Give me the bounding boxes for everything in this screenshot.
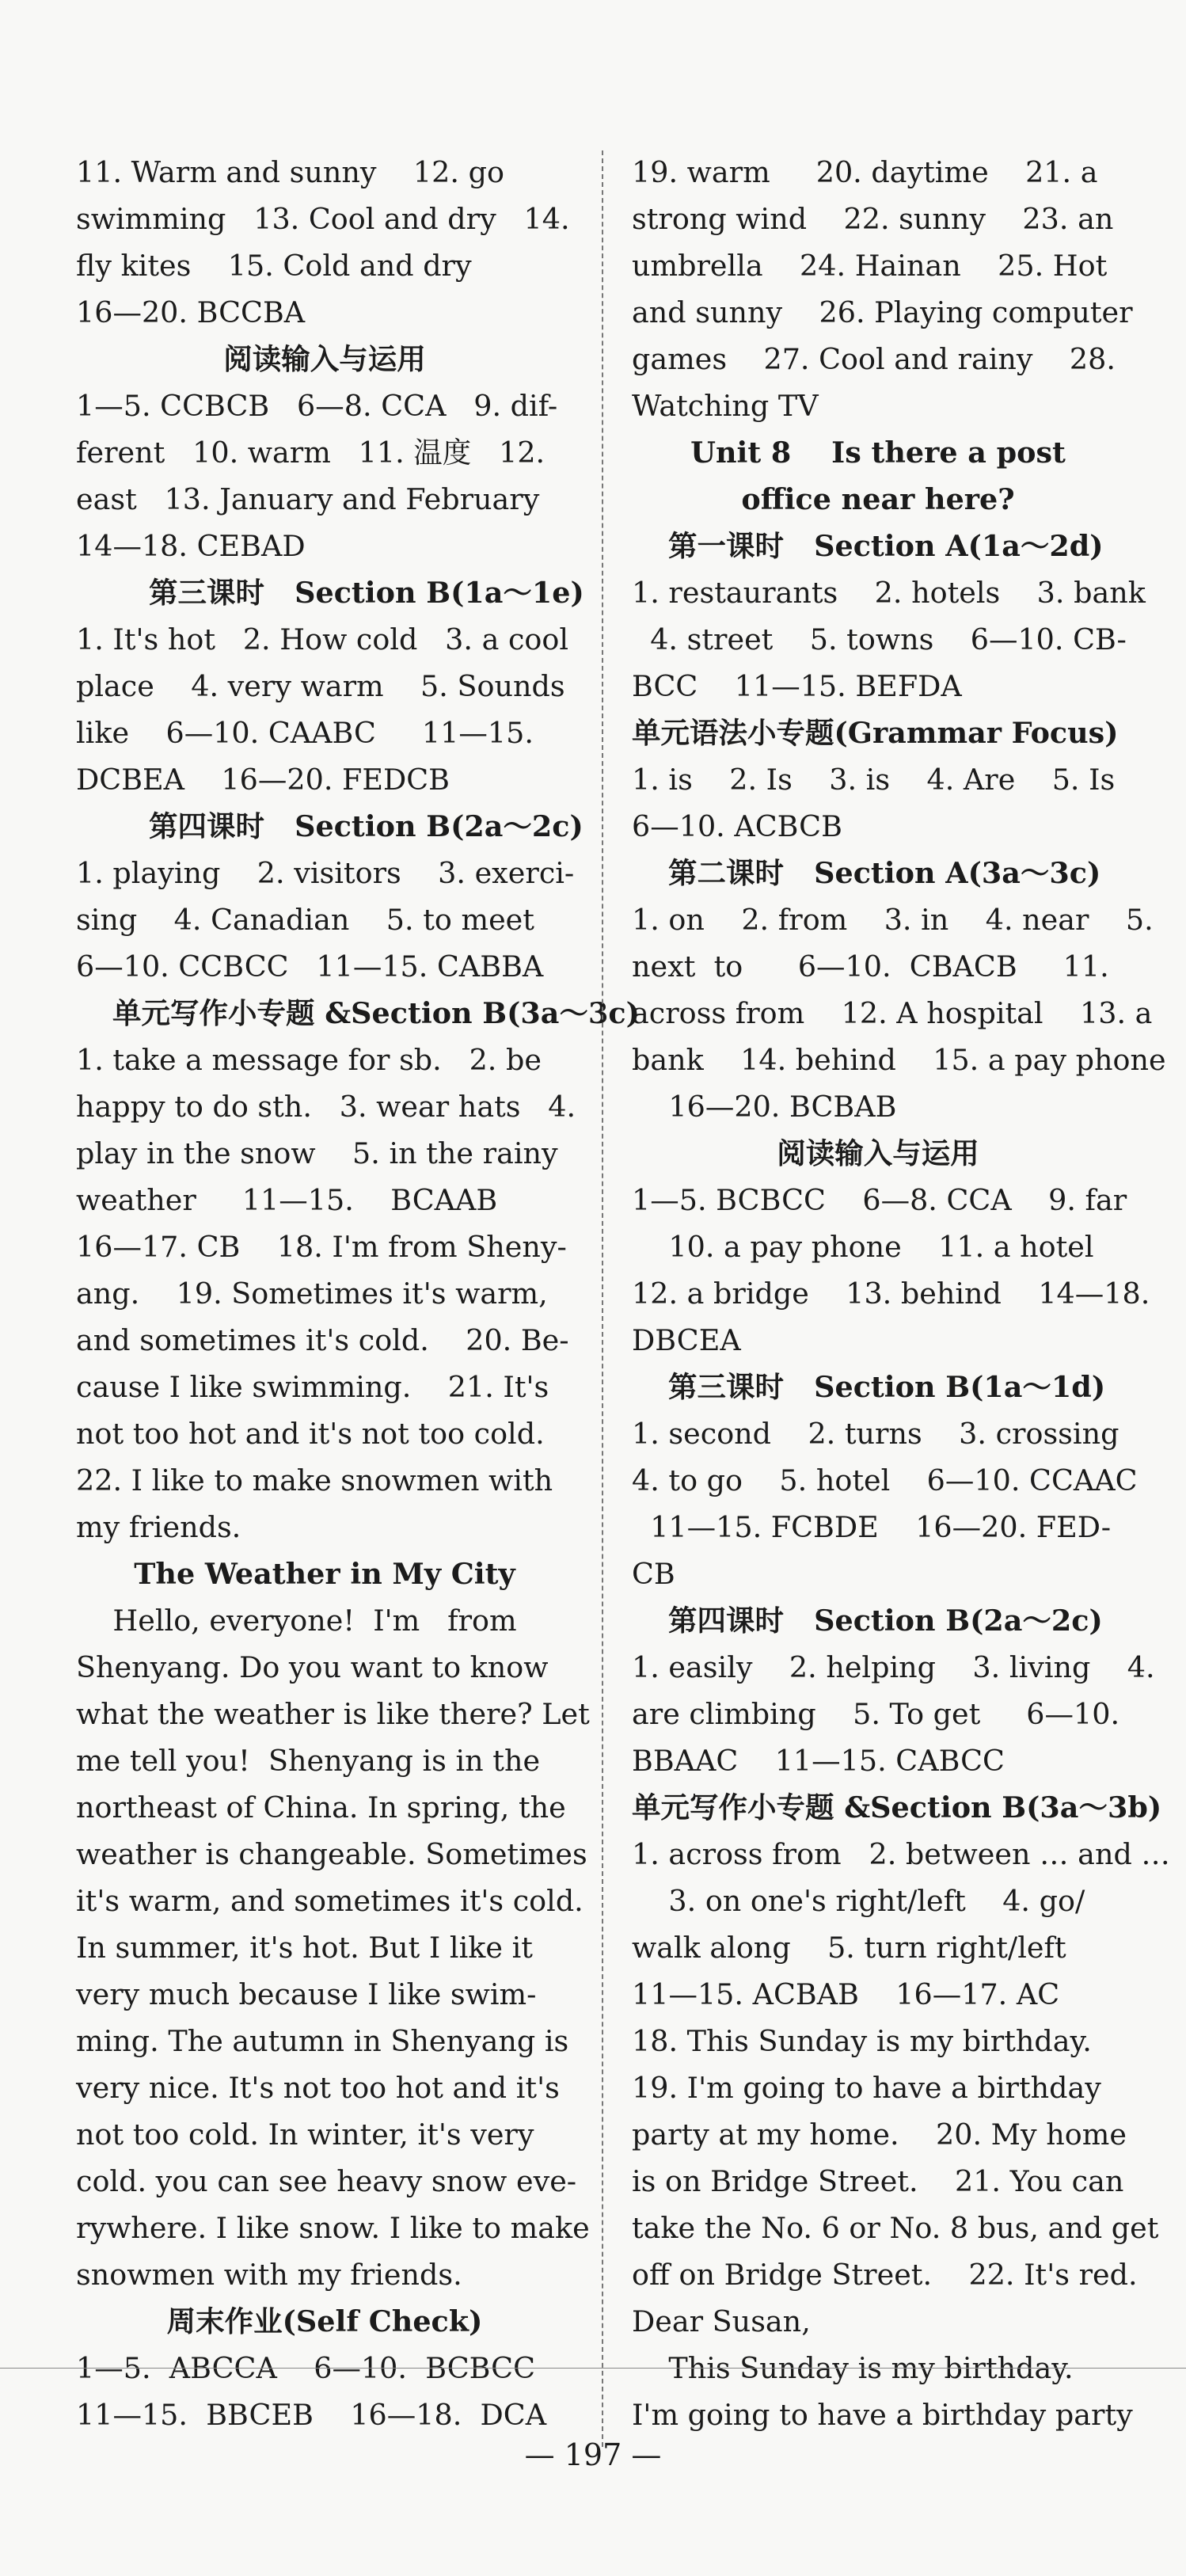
text-line: 周末作业(Self Check) <box>166 2304 483 2338</box>
text-line: 19. warm 20. daytime 21. a <box>632 155 1098 189</box>
text-line: 6—10. ACBCB <box>632 809 842 843</box>
text-line: off on Bridge Street. 22. It's red. <box>632 2258 1138 2292</box>
text-line: play in the snow 5. in the rainy <box>76 1136 558 1170</box>
text-line: 22. I like to make snowmen with <box>76 1463 553 1497</box>
text-line: take the No. 6 or No. 8 bus, and get <box>632 2211 1159 2245</box>
text-line: In summer, it's hot. But I like it <box>76 1931 533 1965</box>
text-line: BCC 11—15. BEFDA <box>632 669 962 703</box>
text-line: 19. I'm going to have a birthday <box>632 2071 1101 2105</box>
text-line: strong wind 22. sunny 23. an <box>632 202 1114 236</box>
text-line: 1. take a message for sb. 2. be <box>76 1043 542 1077</box>
text-line: 14—18. CEBAD <box>76 529 306 563</box>
text-line: 1. across from 2. between … and … <box>632 1837 1170 1871</box>
text-line: 6—10. CCBCC 11—15. CABBA <box>76 949 544 984</box>
text-line: Shenyang. Do you want to know <box>76 1650 549 1684</box>
footer-rule <box>0 2368 1186 2369</box>
text-line: 阅读输入与运用 <box>223 342 426 376</box>
text-line: happy to do sth. 3. wear hats 4. <box>76 1090 576 1124</box>
text-line: and sometimes it's cold. 20. Be- <box>76 1323 569 1357</box>
text-line: 1. on 2. from 3. in 4. near 5. <box>632 903 1154 937</box>
text-line: across from 12. A hospital 13. a <box>632 996 1153 1030</box>
text-line: northeast of China. In spring, the <box>76 1790 566 1825</box>
text-line: 16—20. BCCBA <box>76 295 306 329</box>
text-line: not too hot and it's not too cold. <box>76 1417 545 1451</box>
text-line: DBCEA <box>632 1323 741 1357</box>
text-line: 1. restaurants 2. hotels 3. bank <box>632 576 1146 610</box>
text-line: it's warm, and sometimes it's cold. <box>76 1884 583 1918</box>
text-line: 16—20. BCBAB <box>632 1090 897 1124</box>
column-divider <box>602 150 603 2447</box>
text-line: 10. a pay phone 11. a hotel <box>632 1230 1094 1264</box>
text-line: 单元语法小专题(Grammar Focus) <box>632 716 1119 750</box>
text-line: 单元写作小专题 &Section B(3a～3c) <box>112 996 640 1030</box>
text-line: 第三课时 Section B(1a～1d) <box>668 1370 1106 1404</box>
text-line: next to 6—10. CBACB 11. <box>632 949 1109 984</box>
text-line: 11—15. BBCEB 16—18. DCA <box>76 2398 547 2432</box>
text-line: ming. The autumn in Shenyang is <box>76 2024 569 2058</box>
text-line: CB <box>632 1557 675 1591</box>
text-line: The Weather in My City <box>134 1557 515 1591</box>
text-line: 第二课时 Section A(3a～3c) <box>668 856 1101 890</box>
text-line: like 6—10. CAABC 11—15. <box>76 716 534 750</box>
text-line: are climbing 5. To get 6—10. <box>632 1697 1120 1731</box>
text-line: 1. It's hot 2. How cold 3. a cool <box>76 622 569 656</box>
text-line: weather 11—15. BCAAB <box>76 1183 498 1217</box>
text-line: place 4. very warm 5. Sounds <box>76 669 565 703</box>
text-line: 16—17. CB 18. I'm from Sheny- <box>76 1230 567 1264</box>
text-line: rywhere. I like snow. I like to make <box>76 2211 590 2245</box>
text-line: swimming 13. Cool and dry 14. <box>76 202 570 236</box>
text-line: bank 14. behind 15. a pay phone <box>632 1043 1166 1077</box>
text-line: 11. Warm and sunny 12. go <box>76 155 504 189</box>
text-line: ang. 19. Sometimes it's warm, <box>76 1277 548 1311</box>
text-line: 1. easily 2. helping 3. living 4. <box>632 1650 1155 1684</box>
text-line: weather is changeable. Sometimes <box>76 1837 587 1871</box>
text-line: 11—15. ACBAB 16—17. AC <box>632 1977 1060 2011</box>
text-line: very much because I like swim- <box>76 1977 537 2011</box>
text-line: DCBEA 16—20. FEDCB <box>76 763 450 797</box>
text-line: my friends. <box>76 1510 241 1544</box>
left-column <box>76 149 640 2438</box>
page-number: — 197 — <box>524 2437 662 2472</box>
text-line: 第三课时 Section B(1a～1e) <box>149 576 584 610</box>
text-line: snowmen with my friends. <box>76 2258 462 2292</box>
text-line: Unit 8 Is there a post <box>690 436 1066 470</box>
text-line: is on Bridge Street. 21. You can <box>632 2164 1124 2198</box>
text-line: games 27. Cool and rainy 28. <box>632 342 1116 376</box>
text-line: 12. a bridge 13. behind 14—18. <box>632 1277 1150 1311</box>
text-line: Hello, everyone! I'm from <box>76 1604 517 1638</box>
text-line: east 13. January and February <box>76 482 540 516</box>
text-line: office near here? <box>741 482 1015 516</box>
text-line: cold. you can see heavy snow eve- <box>76 2164 577 2198</box>
text-line: 1. is 2. Is 3. is 4. Are 5. Is <box>632 763 1116 797</box>
text-line: not too cold. In winter, it's very <box>76 2117 534 2152</box>
text-line: 4. street 5. towns 6—10. CB- <box>632 622 1127 656</box>
right-column <box>632 149 1170 2438</box>
text-line: Dear Susan, <box>632 2304 811 2338</box>
text-line: umbrella 24. Hainan 25. Hot <box>632 249 1108 283</box>
text-line: party at my home. 20. My home <box>632 2117 1127 2152</box>
text-line: sing 4. Canadian 5. to meet <box>76 903 534 937</box>
text-line: 第四课时 Section B(2a～2c) <box>668 1604 1103 1638</box>
text-line: 1. playing 2. visitors 3. exerci- <box>76 856 575 890</box>
text-line: BBAAC 11—15. CABCC <box>632 1744 1005 1778</box>
text-line: fly kites 15. Cold and dry <box>76 249 472 283</box>
text-line: 第一课时 Section A(1a～2d) <box>668 529 1104 563</box>
text-line: what the weather is like there? Let <box>76 1697 590 1731</box>
text-line: 1—5. BCBCC 6—8. CCA 9. far <box>632 1183 1127 1217</box>
text-line: 1—5. ABCCA 6—10. BCBCC <box>76 2351 535 2385</box>
text-line: and sunny 26. Playing computer <box>632 295 1133 329</box>
text-line: This Sunday is my birthday. <box>632 2351 1074 2385</box>
text-line: 1. second 2. turns 3. crossing <box>632 1417 1119 1451</box>
text-line: walk along 5. turn right/left <box>632 1931 1066 1965</box>
text-line: 单元写作小专题 &Section B(3a～3b) <box>632 1790 1162 1825</box>
text-line: 3. on one's right/left 4. go/ <box>632 1884 1085 1918</box>
text-line: 1—5. CCBCB 6—8. CCA 9. dif- <box>76 389 558 423</box>
text-line: me tell you! Shenyang is in the <box>76 1744 541 1778</box>
text-line: ferent 10. warm 11. 温度 12. <box>76 436 545 470</box>
text-line: 4. to go 5. hotel 6—10. CCAAC <box>632 1463 1138 1497</box>
text-line: 11—15. FCBDE 16—20. FED- <box>632 1510 1112 1544</box>
text-line: 第四课时 Section B(2a～2c) <box>149 809 583 843</box>
text-line: 阅读输入与运用 <box>777 1136 979 1170</box>
text-line: 18. This Sunday is my birthday. <box>632 2024 1092 2058</box>
text-line: Watching TV <box>632 389 819 423</box>
text-line: cause I like swimming. 21. It's <box>76 1370 549 1404</box>
text-line: I'm going to have a birthday party <box>632 2398 1133 2432</box>
text-line: very nice. It's not too hot and it's <box>76 2071 560 2105</box>
